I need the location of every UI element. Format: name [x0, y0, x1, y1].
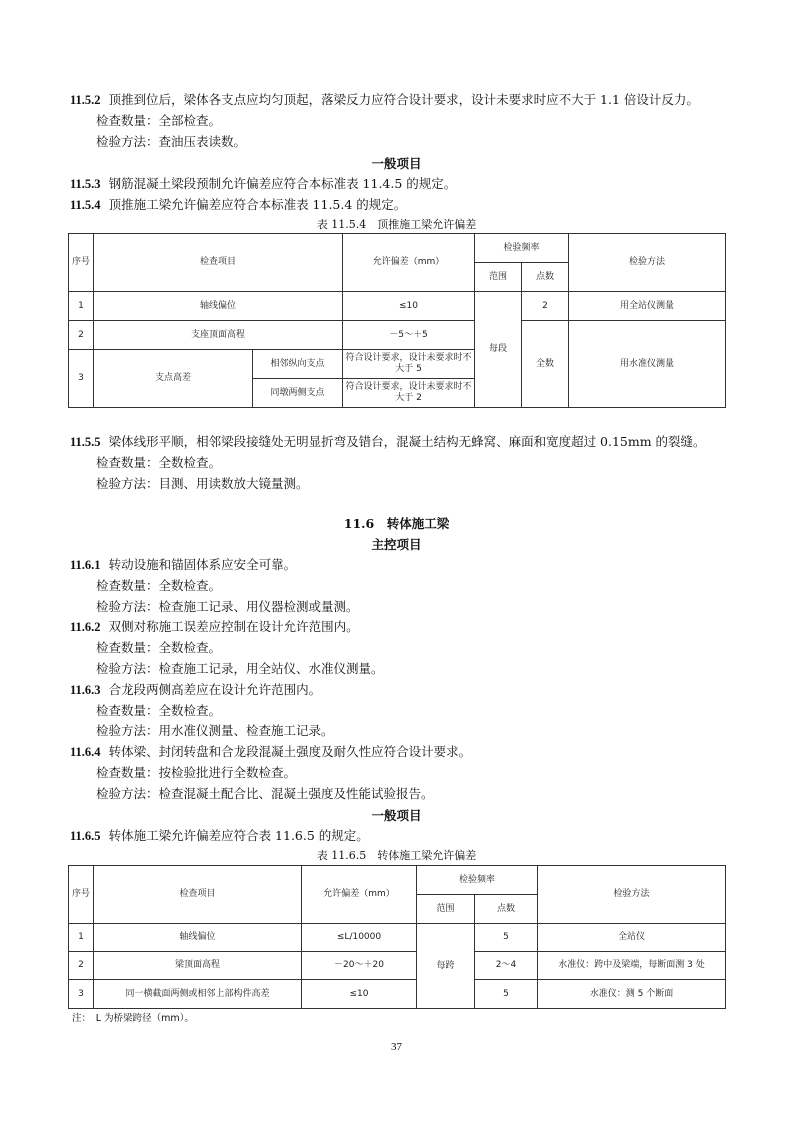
inspection-method: 检验方法：用水准仪测量、检查施工记录。	[96, 723, 334, 738]
cell-item: 支点高差	[94, 350, 253, 408]
cell-tolerance: ≤10	[302, 980, 417, 1009]
table-row	[69, 952, 726, 980]
clause-number: 11.6.3	[70, 683, 101, 697]
inspection-quantity: 检查数量：全数检查。	[96, 455, 222, 470]
clause-number: 11.5.2	[70, 93, 101, 107]
cell-points-merged: 全数	[522, 321, 569, 408]
general-items-heading: 一般项目	[371, 808, 422, 823]
clause-text: 双侧对称施工误差应控制在设计允许范围内。	[108, 619, 359, 634]
clause-text: 合龙段两侧高差应在设计允许范围内。	[108, 682, 322, 697]
table-header-row	[69, 234, 726, 263]
cell-points: 2	[522, 292, 569, 321]
table-header-row	[69, 866, 726, 895]
table-row	[69, 924, 726, 952]
clause-11-6-5	[70, 827, 369, 845]
cell-tolerance: ≤L/10000	[302, 924, 417, 952]
clause-text: 钢筋混凝土梁段预制允许偏差应符合本标准表 11.4.5 的规定。	[108, 176, 457, 191]
clause-11-5-5	[70, 433, 706, 451]
clause-text: 顶推施工梁允许偏差应符合本标准表 11.5.4 的规定。	[108, 197, 407, 212]
cell-seq: 3	[69, 980, 94, 1009]
inspection-quantity: 检查数量：全数检查。	[96, 578, 222, 593]
cell-item: 轴线偏位	[94, 292, 343, 321]
cell-range-merged: 每跨	[417, 924, 475, 1009]
header-frequency: 检验频率	[475, 234, 569, 263]
header-range: 范围	[475, 263, 522, 292]
table-row	[69, 980, 726, 1009]
cell-method: 用全站仪测量	[569, 292, 726, 321]
cell-points: 5	[475, 924, 538, 952]
clause-11-5-4	[70, 196, 406, 214]
table-caption: 表 11.5.4 顶推施工梁允许偏差	[316, 218, 477, 231]
clause-number: 11.6.5	[70, 829, 101, 843]
cell-points: 2～4	[475, 952, 538, 980]
clause-11-6-4	[70, 743, 471, 761]
header-item: 检查项目	[94, 234, 343, 292]
general-items-heading: 一般项目	[371, 156, 422, 171]
main-items-heading: 主控项目	[371, 537, 422, 552]
cell-item: 梁顶面高程	[94, 952, 302, 980]
cell-range-merged: 每段	[475, 292, 522, 408]
table-row	[69, 321, 726, 350]
header-tolerance: 允许偏差（mm）	[302, 866, 417, 924]
table-row	[69, 292, 726, 321]
cell-tolerance: 符合设计要求，设计未要求时不大于 2	[343, 379, 475, 408]
cell-points: 5	[475, 980, 538, 1009]
header-points: 点数	[475, 895, 538, 924]
cell-subitem: 相邻纵向支点	[253, 350, 343, 379]
header-tolerance: 允许偏差（mm）	[343, 234, 475, 292]
header-method: 检验方法	[538, 866, 726, 924]
inspection-quantity: 检查数量：全数检查。	[96, 703, 222, 718]
inspection-method: 检验方法：检查施工记录，用全站仪、水准仪测量。	[96, 661, 384, 676]
cell-tolerance: ≤10	[343, 292, 475, 321]
cell-method: 水准仪：测 5 个断面	[538, 980, 726, 1009]
header-method: 检验方法	[569, 234, 726, 292]
header-range: 范围	[417, 895, 475, 924]
cell-tolerance: 符合设计要求，设计未要求时不大于 5	[343, 350, 475, 379]
table-caption: 表 11.6.5 转体施工梁允许偏差	[316, 849, 477, 862]
cell-tolerance: －5～＋5	[343, 321, 475, 350]
tolerance-table-11-5-4	[68, 233, 726, 408]
cell-seq: 1	[69, 924, 94, 952]
inspection-quantity: 检查数量：全数检查。	[96, 640, 222, 655]
clause-11-6-2	[70, 618, 359, 636]
clause-11-6-3	[70, 681, 321, 699]
cell-seq: 1	[69, 292, 94, 321]
cell-item: 轴线偏位	[94, 924, 302, 952]
header-frequency: 检验频率	[417, 866, 538, 895]
clause-number: 11.5.4	[70, 198, 101, 212]
clause-number: 11.5.3	[70, 177, 101, 191]
cell-seq: 2	[69, 321, 94, 350]
clause-number: 11.6.4	[70, 745, 101, 759]
cell-item: 支座顶面高程	[94, 321, 343, 350]
cell-seq: 3	[69, 350, 94, 408]
clause-11-5-3	[70, 175, 456, 193]
header-points: 点数	[522, 263, 569, 292]
clause-number: 11.6.2	[70, 620, 101, 634]
cell-seq: 2	[69, 952, 94, 980]
section-title: 11.6 转体施工梁	[343, 516, 450, 531]
clause-text: 转体施工梁允许偏差应符合表 11.6.5 的规定。	[108, 828, 369, 843]
clause-number: 11.5.5	[70, 435, 101, 449]
cell-item: 同一横截面两侧或相邻上部构件高差	[94, 980, 302, 1009]
clause-text: 顶推到位后，梁体各支点应均匀顶起，落梁反力应符合设计要求，设计未要求时应不大于 1.1 倍设计反力。	[108, 92, 699, 107]
clause-text: 转动设施和锚固体系应安全可靠。	[108, 557, 297, 572]
inspection-method: 检验方法：检查混凝土配合比、混凝土强度及性能试验报告。	[96, 786, 434, 801]
inspection-quantity: 检查数量：按检验批进行全数检查。	[96, 765, 297, 780]
header-seq: 序号	[69, 866, 94, 924]
inspection-quantity: 检查数量：全部检查。	[96, 113, 222, 128]
cell-method: 全站仪	[538, 924, 726, 952]
header-seq: 序号	[69, 234, 94, 292]
inspection-method: 检验方法：目测、用读数放大镜量测。	[96, 476, 309, 491]
cell-subitem: 同墩两侧支点	[253, 379, 343, 408]
page-number: 37	[391, 1041, 402, 1053]
cell-method-merged: 用水准仪测量	[569, 321, 726, 408]
cell-tolerance: －20～＋20	[302, 952, 417, 980]
header-item: 检查项目	[94, 866, 302, 924]
inspection-method: 检验方法：检查施工记录、用仪器检测或量测。	[96, 599, 359, 614]
inspection-method: 检验方法：查油压表读数。	[96, 134, 247, 149]
cell-method: 水准仪：跨中及梁端，每断面测 3 处	[538, 952, 726, 980]
clause-11-6-1	[70, 556, 296, 574]
clause-11-5-2	[70, 91, 699, 109]
tolerance-table-11-6-5	[68, 865, 726, 1009]
clause-text: 梁体线形平顺，相邻梁段接缝处无明显折弯及错台，混凝土结构无蜂窝、麻面和宽度超过 0.15mm 的裂缝。	[108, 434, 706, 449]
clause-number: 11.6.1	[70, 558, 101, 572]
table-note: 注： L 为桥梁跨径（mm）。	[72, 1013, 194, 1024]
clause-text: 转体梁、封闭转盘和合龙段混凝土强度及耐久性应符合设计要求。	[108, 744, 472, 759]
